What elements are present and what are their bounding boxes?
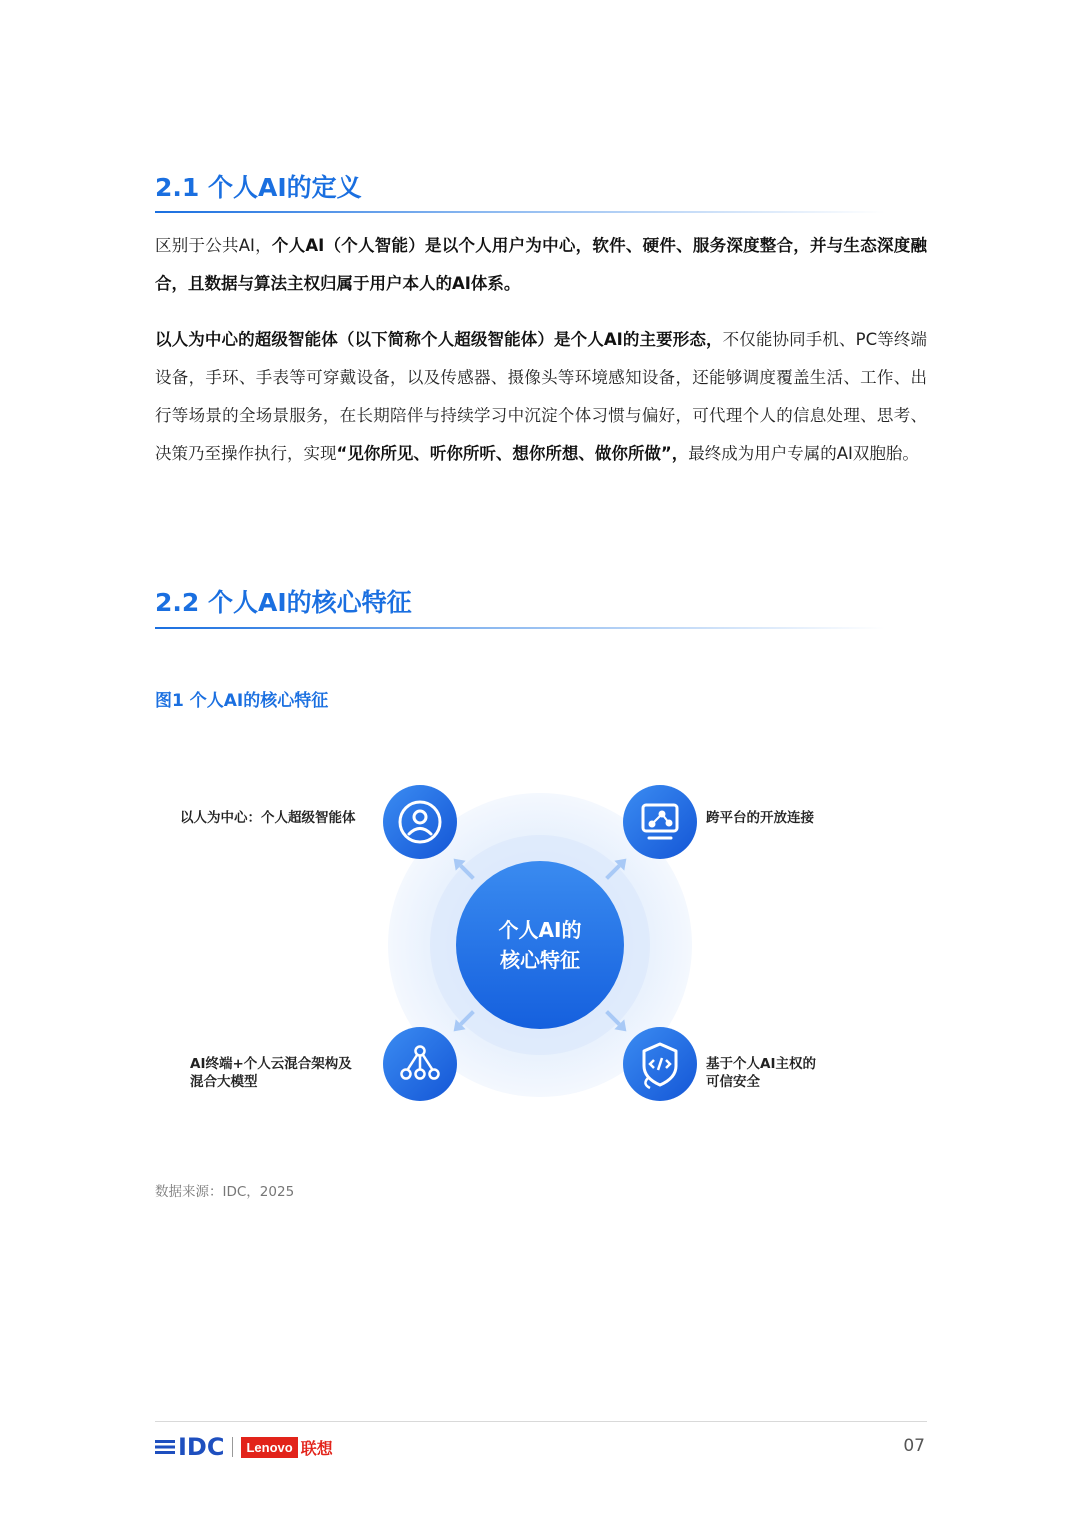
feature-label-bottom-left-line2: 混合大模型 <box>190 1074 258 1090</box>
bold-text-run: 以人为中心的超级智能体（以下简称个人超级智能体）是个人AI的主要形态， <box>155 330 723 349</box>
logo-separator <box>232 1437 233 1457</box>
feature-label-bottom-left-line1: AI终端+个人云混合架构及 <box>190 1056 352 1072</box>
paragraph-super-agent <box>155 321 927 473</box>
feature-label-bottom-right-line1: 基于个人AI主权的 <box>706 1056 816 1072</box>
section-title-definition: 2.1 个人AI的定义 <box>155 173 362 202</box>
data-source: 数据来源：IDC，2025 <box>155 1184 295 1200</box>
idc-logo: IDC <box>178 1433 225 1461</box>
bold-text-run: “见你所见、听你所听、想你所想、做你所做”， <box>336 444 689 463</box>
section-title-core-features: 2.2 个人AI的核心特征 <box>155 588 412 617</box>
feature-label-bottom-right-line2: 可信安全 <box>706 1074 760 1090</box>
figure-title: 图1 个人AI的核心特征 <box>155 691 329 711</box>
text-run: 不仅能协同手机、PC等终端设备，手环、手表等可穿戴设备，以及传感器、摄像头等环境感知设备，还能够调度覆盖生活、工作、出行等场景的全场景服务，在长期陪伴与持续学习中沉淀个体习惯与偏好，可代理个人的信息处理、思考、决策乃至操作执行，实现 <box>155 330 927 463</box>
diagram-center-label <box>470 915 610 975</box>
center-label-line2: 核心特征 <box>500 948 580 972</box>
footer-logos <box>155 1433 333 1461</box>
center-label-line1: 个人AI的 <box>498 918 582 942</box>
feature-label-bottom-right <box>706 1055 816 1091</box>
feature-label-top-left: 以人为中心：个人超级智能体 <box>180 810 356 826</box>
feature-label-top-right: 跨平台的开放连接 <box>706 810 814 826</box>
text-run: 区别于公共AI， <box>155 236 272 255</box>
shield-security-icon <box>623 1027 697 1101</box>
section-divider <box>155 627 885 629</box>
bold-text-run: 个人AI（个人智能）是以个人用户为中心，软件、硬件、服务深度整合，并与生态深度融合，且数据与算法主权归属于用户本人的AI体系。 <box>155 236 927 293</box>
feature-label-bottom-left <box>190 1055 352 1091</box>
section-divider <box>155 211 885 213</box>
lenovo-cn-logo: 联想 <box>300 1438 333 1458</box>
paragraph-definition <box>155 227 927 303</box>
text-run: 最终成为用户专属的AI双胞胎。 <box>688 444 919 463</box>
user-circle-icon <box>383 785 457 859</box>
lenovo-logo: Lenovo <box>241 1437 297 1458</box>
idc-lines-icon <box>155 1438 175 1456</box>
footer-divider <box>155 1421 927 1422</box>
cross-platform-icon <box>623 785 697 859</box>
network-hierarchy-icon <box>383 1027 457 1101</box>
page-number: 07 <box>903 1436 925 1456</box>
